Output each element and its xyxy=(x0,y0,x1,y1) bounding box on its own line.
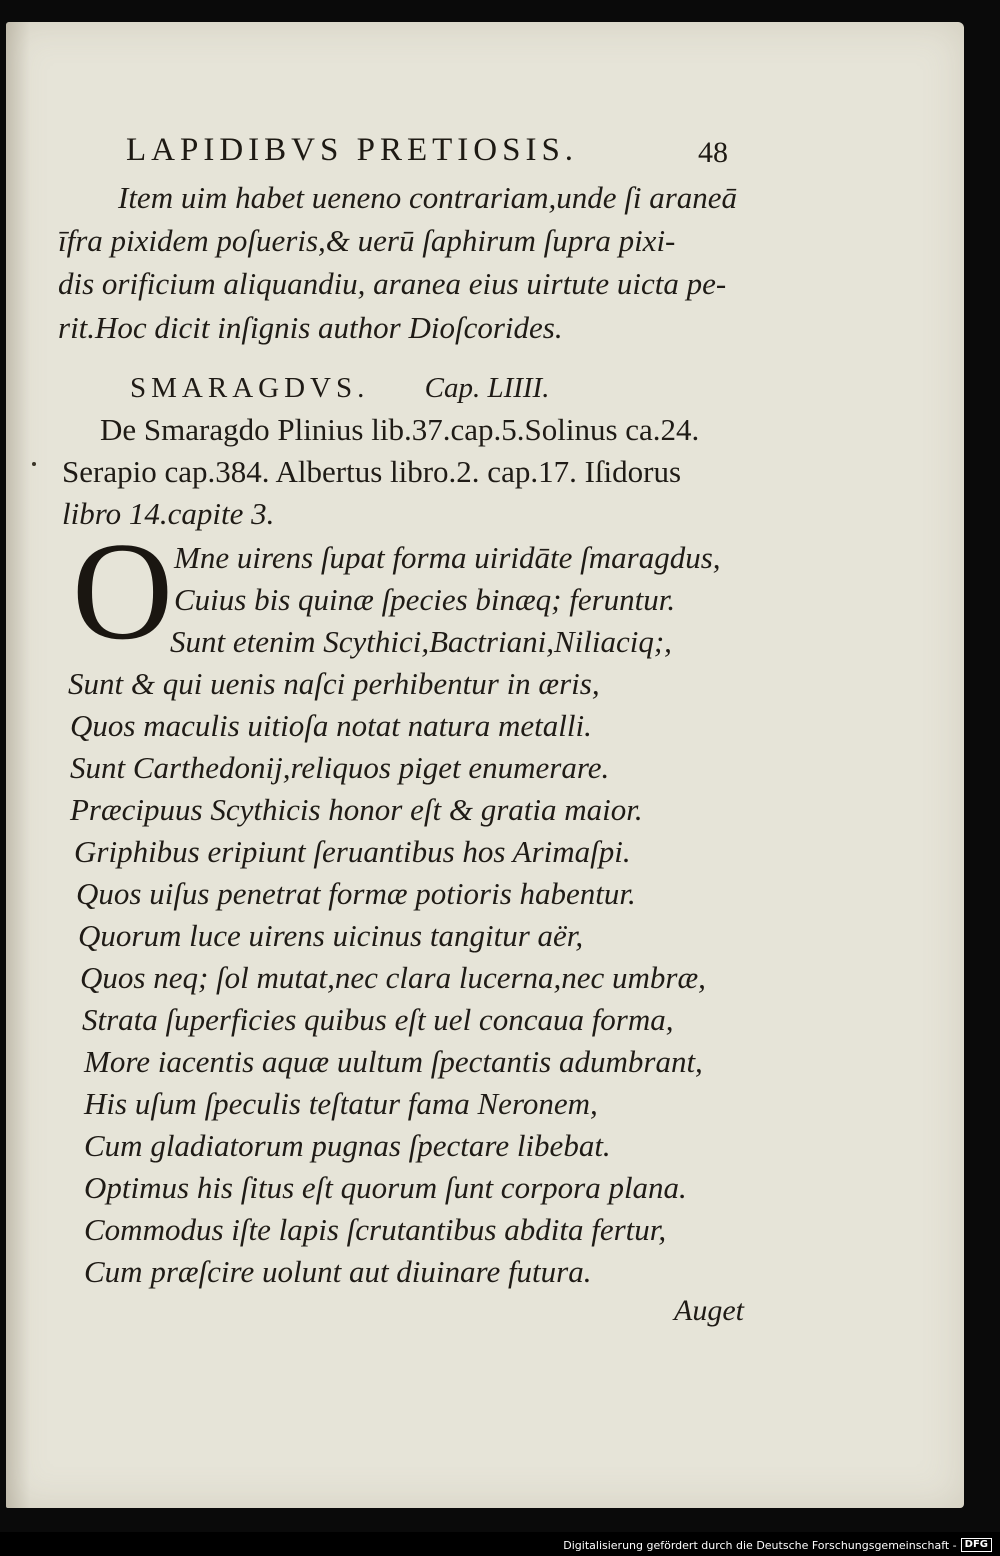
dfg-logo: DFG xyxy=(961,1538,992,1552)
verse-line-8: Griphibus eripiunt ſeruantibus hos Arimaſpi. xyxy=(74,834,631,869)
credit-text: Digitalisierung gefördert durch die Deutsche Forschungsgemeinschaft - xyxy=(563,1538,957,1552)
prose-line-1: Item uim habet ueneno contrariam,unde ſi araneā xyxy=(118,180,738,215)
verse-line-17: Commodus iſte lapis ſcrutantibus abdita fertur, xyxy=(84,1212,667,1247)
verse-line-4: Sunt & qui uenis naſci perhibentur in æris, xyxy=(68,666,600,701)
verse-line-2: Cuius bis quinæ ſpecies binæq; feruntur. xyxy=(174,582,676,617)
verse-line-5: Quos maculis uitioſa notat natura metalli. xyxy=(70,708,592,743)
verse-line-1: Mne uirens ſupat forma uiridāte ſmaragdus, xyxy=(174,540,721,575)
verse-line-18: Cum præſcire uolunt aut diuinare futura. xyxy=(84,1254,592,1289)
chapter-number: Cap. LIIII. xyxy=(424,372,550,404)
chapter-heading xyxy=(130,372,549,405)
running-head: LAPIDIBVS PRETIOSIS. xyxy=(126,132,579,168)
verse-line-15: Cum gladiatorum pugnas ſpectare libebat. xyxy=(84,1128,611,1163)
digitization-credit xyxy=(563,1538,992,1552)
drop-cap: O xyxy=(72,514,174,669)
sources-line-2: Serapio cap.384. Albertus libro.2. cap.17. Iſidorus xyxy=(62,454,682,489)
margin-mark xyxy=(32,462,36,466)
prose-line-3: dis orificium aliquandiu, aranea eius uirtute uicta pe- xyxy=(58,266,727,301)
verse-line-11: Quos neq; ſol mutat,nec clara lucerna,nec umbræ, xyxy=(80,960,706,995)
verse-line-7: Præcipuus Scythicis honor eſt & gratia maior. xyxy=(70,792,643,827)
prose-line-2: īfra pixidem poſueris,& uerū ſaphirum ſupra pixi- xyxy=(58,223,676,258)
page-number: 48 xyxy=(698,136,728,169)
verse-line-6: Sunt Carthedonij,reliquos piget enumerare. xyxy=(70,750,610,785)
page-gutter-shadow xyxy=(6,22,30,1508)
verse-line-10: Quorum luce uirens uicinus tangitur aër, xyxy=(78,918,584,953)
verse-line-13: More iacentis aquæ uultum ſpectantis adumbrant, xyxy=(84,1044,703,1079)
sources-line-3: libro 14.capite 3. xyxy=(62,496,275,531)
prose-line-4: rit.Hoc dicit inſignis author Dioſcorides. xyxy=(58,310,563,345)
verse-line-14: His uſum ſpeculis teſtatur fama Neronem, xyxy=(84,1086,598,1121)
chapter-title: SMARAGDVS. xyxy=(130,372,370,404)
verse-line-9: Quos uiſus penetrat formæ potioris habentur. xyxy=(76,876,636,911)
verse-line-12: Strata ſuperficies quibus eſt uel concaua forma, xyxy=(82,1002,674,1037)
catchword: Auget xyxy=(674,1294,744,1327)
book-page xyxy=(6,22,964,1508)
verse-line-3: Sunt etenim Scythici,Bactriani,Niliaciq;, xyxy=(170,624,672,659)
sources-line-1: De Smaragdo Plinius lib.37.cap.5.Solinus ca.24. xyxy=(100,412,700,447)
verse-line-16: Optimus his ſitus eſt quorum ſunt corpora plana. xyxy=(84,1170,687,1205)
